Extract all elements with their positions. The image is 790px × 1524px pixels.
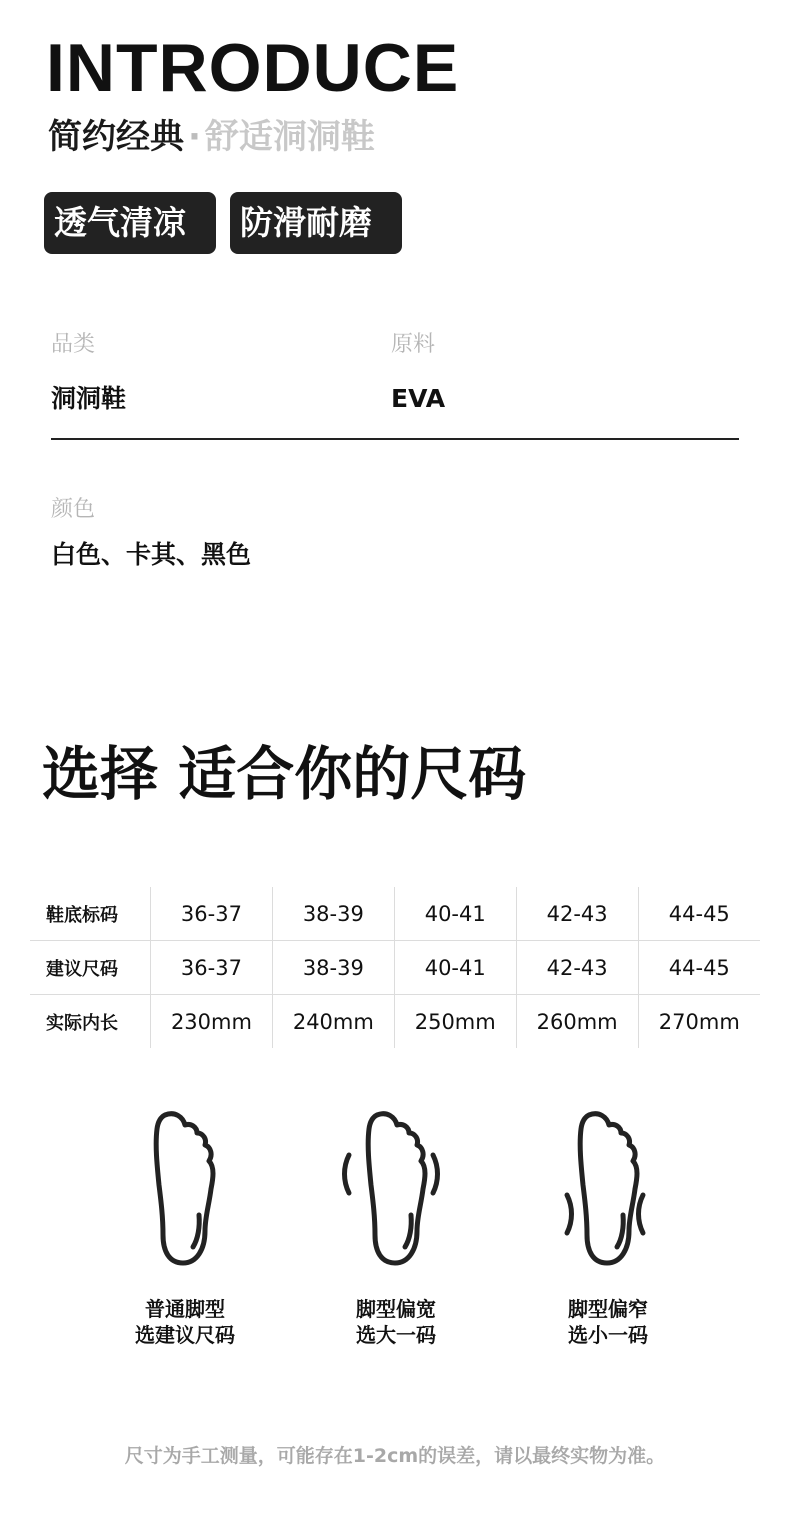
measurement-disclaimer: 尺寸为手工测量，可能存在1-2cm的误差，请以最终实物为准。: [124, 1445, 666, 1467]
row-header: 建议尺码: [30, 941, 151, 995]
foot-type-advice: 选大一码: [356, 1323, 436, 1347]
table-cell: 44-45: [638, 887, 760, 941]
table-cell: 260mm: [516, 995, 638, 1049]
page-subtitle: [48, 115, 375, 159]
wide-foot-label: [296, 1296, 496, 1348]
narrow-foot-icon: [529, 1105, 689, 1275]
table-cell: 250mm: [394, 995, 516, 1049]
table-cell: 38-39: [272, 887, 394, 941]
category-label: 品类: [51, 332, 96, 357]
foot-type-title: 脚型偏窄: [568, 1297, 648, 1321]
table-cell: 36-37: [151, 941, 273, 995]
table-cell: 42-43: [516, 887, 638, 941]
color-label: 颜色: [51, 497, 96, 522]
normal-foot-label: [85, 1296, 285, 1348]
material-value: EVA: [391, 384, 446, 413]
table-row: [30, 887, 760, 941]
feature-tag-antislip: 防滑耐磨: [230, 192, 402, 254]
foot-type-advice: 选小一码: [568, 1323, 648, 1347]
material-label: 原料: [391, 332, 436, 357]
narrow-foot-label: [508, 1296, 708, 1348]
wide-foot-icon: [317, 1105, 477, 1275]
table-cell: 240mm: [272, 995, 394, 1049]
page-title: INTRODUCE: [46, 30, 460, 106]
table-cell: 38-39: [272, 941, 394, 995]
color-value: 白色、卡其、黑色: [51, 540, 252, 569]
subtitle-separator: ·: [188, 117, 201, 157]
row-header: 实际内长: [46, 1012, 118, 1034]
foot-type-title: 脚型偏宽: [356, 1297, 436, 1321]
size-table: [30, 887, 760, 1048]
feature-tag-breathable: 透气清凉: [44, 192, 216, 254]
category-value: 洞洞鞋: [51, 384, 127, 413]
table-row: [30, 941, 760, 995]
foot-type-title: 普通脚型: [145, 1297, 225, 1321]
foot-type-advice: 选建议尺码: [135, 1323, 235, 1347]
table-cell: 40-41: [394, 941, 516, 995]
table-cell: 40-41: [394, 887, 516, 941]
subtitle-secondary: 舒适洞洞鞋: [204, 117, 375, 157]
size-section-title: 选择 适合你的尺码: [42, 740, 527, 808]
divider: [51, 438, 739, 440]
table-cell: 230mm: [151, 995, 273, 1049]
table-cell: 270mm: [638, 995, 760, 1049]
table-cell: 44-45: [638, 941, 760, 995]
row-header: 鞋底标码: [30, 887, 151, 941]
table-cell: 36-37: [151, 887, 273, 941]
normal-foot-icon: [105, 1105, 265, 1275]
table-cell: 42-43: [516, 941, 638, 995]
table-row: [30, 995, 760, 1049]
subtitle-primary: 简约经典: [48, 117, 184, 157]
